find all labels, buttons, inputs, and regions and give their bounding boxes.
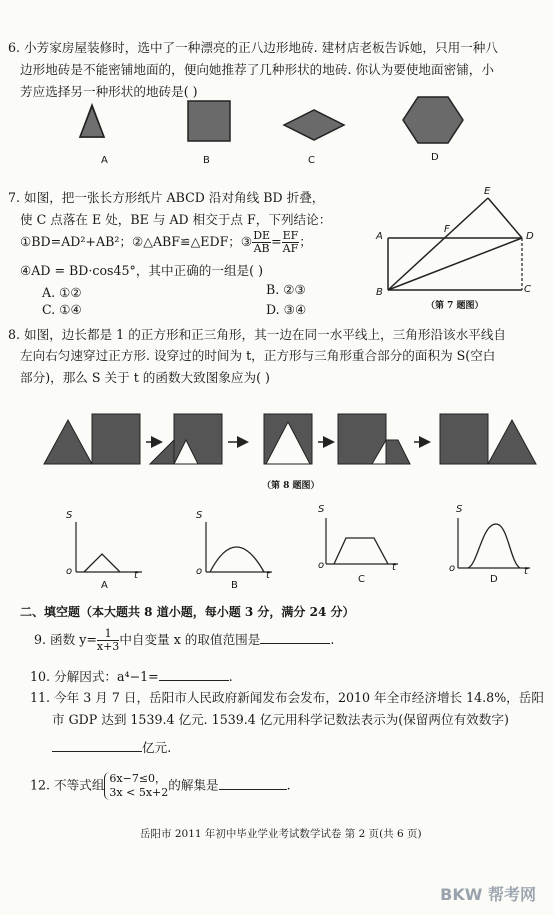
graph-d-t-label: t (524, 566, 528, 577)
shape-rhombus-icon (284, 110, 344, 140)
q6-option-c: C (308, 155, 315, 166)
graph-a-label: A (101, 580, 108, 591)
q7-point-b: B (376, 287, 383, 298)
graph-b-t-label: t (266, 570, 270, 581)
page-footer: 岳阳市 2011 年初中毕业学业考试数学试卷 第 2 页(共 6 页) (140, 828, 422, 840)
q7-line-2: 使 C 点落在 E 处，BE 与 AD 相交于点 F，下列结论： (20, 212, 332, 227)
graph-c-label: C (358, 574, 365, 585)
q8-graphs-figure (0, 510, 554, 605)
q6-line-1: 6. 小芳家房屋装修时，选中了一种漂亮的正八边形地砖. 建材店老板告诉她，只用一种八 (8, 40, 498, 55)
q12-inequality-system: 6x−7≤0， 3x < 5x+2 (104, 772, 168, 800)
q6-option-d: D (431, 152, 439, 163)
q7-line-3: ①BD=AD²+AB²；②△ABF≌△EDF；③ $\frac{DE}{AB}$ = $\frac{EF}{AF}$ ； (20, 229, 312, 255)
q8-line-1: 8. 如图，边长都是 1 的正方形和正三角形，其一边在同一水平线上，三角形沿该水平线自 (8, 327, 507, 342)
q7-point-a: A (376, 231, 383, 242)
q12-answer-blank (219, 778, 287, 790)
shape-hexagon-icon (403, 97, 463, 143)
graph-b-origin: o (196, 566, 203, 577)
graph-a-s-label: S (66, 510, 73, 521)
graph-d (458, 518, 530, 568)
section-2-heading: 二、填空题（本大题共 8 道小题，每小题 3 分，满分 24 分） (20, 605, 355, 619)
q7-option-c: C. ①④ (42, 302, 82, 317)
graph-b-s-label: S (196, 510, 203, 521)
q10-answer-blank (159, 669, 229, 681)
watermark-logo: BKW 帮考网 (440, 885, 536, 904)
q12-line: 12. 不等式组 6x−7≤0， 3x < 5x+2 的解集是 . (30, 772, 291, 799)
graph-a-origin: o (66, 566, 73, 577)
graph-b-label: B (231, 580, 238, 591)
q7-point-c: C (524, 284, 531, 295)
q8-line-2: 左向右匀速穿过正方形. 设穿过的时间为 t，正方形与三角形重合部分的面积为 S(空白 (20, 348, 496, 363)
q6-option-a: A (101, 155, 108, 166)
graph-d-label: D (490, 574, 498, 585)
graph-d-origin: o (449, 563, 456, 574)
q7-point-f: F (444, 224, 450, 235)
q9-answer-blank (260, 632, 330, 644)
q11-line-1: 11. 今年 3 月 7 日，岳阳市人民政府新闻发布会发布，2010 年全市经济增长 14.8%，岳阳 (30, 690, 544, 705)
graph-c (326, 518, 398, 564)
q9-fraction: $\frac{1}{x+3}$ (96, 627, 120, 653)
q7-option-b: B. ②③ (266, 282, 306, 297)
q7-fraction-1: $\frac{DE}{AB}$ (253, 229, 271, 255)
q8-line-3: 部分)，那么 S 关于 t 的函数大致图象应为( ) (20, 370, 270, 385)
q7-line-4: ④AD = BD·cos45°，其中正确的一组是( ) (20, 263, 263, 278)
q7-point-e: E (484, 186, 491, 197)
q6-line-3: 芳应选择另一种形状的地砖是( ) (20, 84, 198, 99)
graph-c-origin: o (318, 560, 325, 571)
q6-line-2: 边形地砖是不能密铺地面的，便向她推荐了几种形状的地砖. 你认为要使地面密铺，小 (20, 62, 494, 77)
q7-fraction-2: $\frac{EF}{AF}$ (282, 229, 299, 255)
shape-square-icon (188, 101, 230, 141)
q11-answer-blank (52, 740, 142, 752)
q7-point-d: D (526, 231, 534, 242)
graph-c-t-label: t (392, 562, 396, 573)
q11-line-3: 亿元. (52, 740, 171, 756)
q7-option-a: A. ①② (42, 285, 82, 300)
q7-line-1: 7. 如图，把一张长方形纸片 ABCD 沿对角线 BD 折叠， (8, 190, 325, 205)
q6-option-b: B (203, 155, 210, 166)
graph-d-s-label: S (456, 504, 463, 515)
graph-c-s-label: S (318, 504, 325, 515)
q8-caption: （第 8 题图） (262, 481, 320, 491)
q7-option-d: D. ③④ (266, 302, 307, 317)
q6-shapes-figure (0, 85, 554, 175)
q7-caption: （第 7 题图） (426, 301, 484, 311)
q9-line: 9. 函数 y= $\frac{1}{x+3}$ 中自变量 x 的取值范围是 . (34, 627, 335, 653)
q11-line-2: 市 GDP 达到 1539.4 亿元. 1539.4 亿元用科学记数法表示为(保留两位有效数字) (52, 712, 509, 727)
graph-b (206, 522, 272, 572)
graph-a (76, 522, 142, 572)
graph-a-t-label: t (134, 570, 138, 581)
q10-line: 10. 分解因式：a⁴−1= . (30, 669, 233, 684)
shape-triangle-fill (80, 106, 104, 137)
